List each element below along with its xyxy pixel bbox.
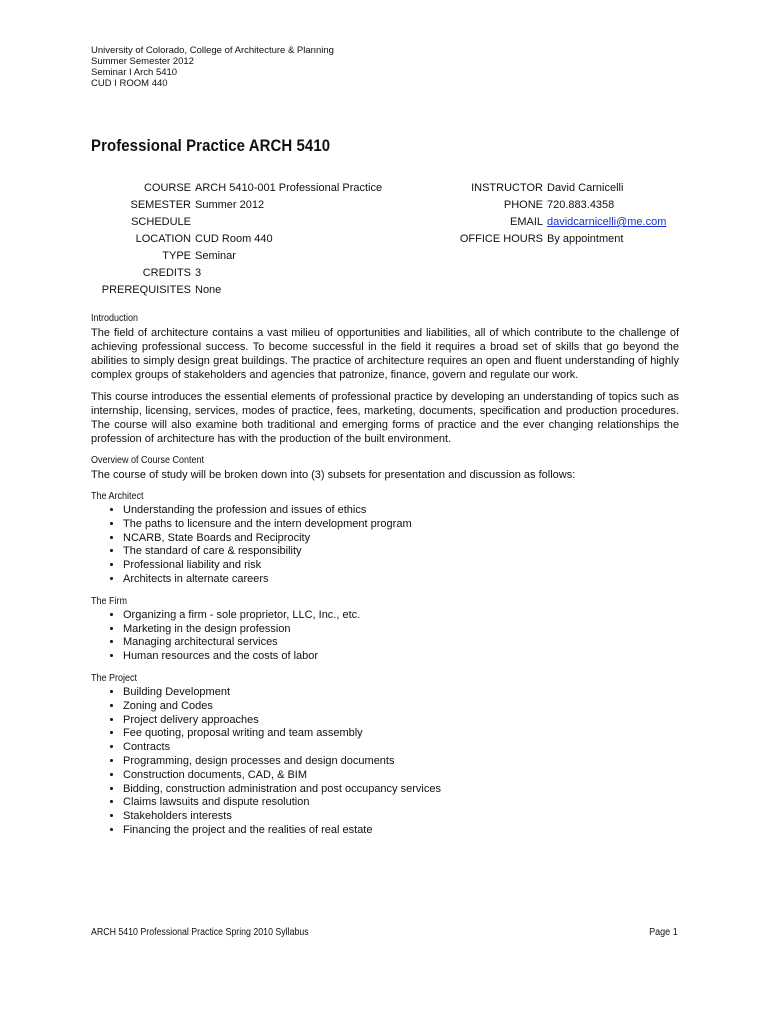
section-heading-project: The Project xyxy=(91,672,138,684)
list-item: • Professional liability and risk xyxy=(123,559,679,573)
syllabus-body xyxy=(91,312,679,846)
course-info-row xyxy=(91,282,421,299)
header-line-seminar: Seminar I Arch 5410 xyxy=(91,67,178,78)
list-item: • Managing architectural services xyxy=(123,636,679,650)
footer-title: ARCH 5410 Professional Practice Spring 2010 Syllabus xyxy=(91,927,309,938)
list-item: • Organizing a firm - sole proprietor, LLC, Inc., etc. xyxy=(123,609,679,623)
list-item: • Marketing in the design profession xyxy=(123,623,679,637)
list-item: • Programming, design processes and design documents xyxy=(123,755,679,769)
type-value: Seminar xyxy=(195,250,236,262)
list-item: • Architects in alternate careers xyxy=(123,573,679,587)
credits-label: CREDITS xyxy=(142,267,191,279)
list-item: • Human resources and the costs of labor xyxy=(123,650,679,664)
course-info-row xyxy=(91,265,421,282)
introduction-paragraph-1: The field of architecture contains a vast milieu of opportunities and liabilities, all of which contribute to the challenge of achieving professional success. To become successful in the field it requires a broad set of skills that go beyond the abilities to simply design great buildings. The practice of architecture requires an open and fluent understanding of highly complex groups of stakeholders and agencies that patronize, finance, govern and regulate our work. xyxy=(91,327,679,381)
course-info-row xyxy=(91,180,421,197)
list-item: • Financing the project and the realities of real estate xyxy=(123,824,679,838)
semester-value: Summer 2012 xyxy=(195,199,265,211)
phone-value: 720.883.4358 xyxy=(547,199,615,211)
course-info-row xyxy=(91,231,421,248)
office-hours-label: OFFICE HOURS xyxy=(459,233,543,245)
section-heading-firm: The Firm xyxy=(91,595,127,607)
list-item: • Understanding the profession and issues of ethics xyxy=(123,504,679,518)
email-link[interactable]: davidcarnicelli@me.com xyxy=(547,216,667,228)
list-item: • Zoning and Codes xyxy=(123,700,679,714)
list-item: • Contracts xyxy=(123,741,679,755)
email-label: EMAIL xyxy=(509,216,543,228)
list-item: • Project delivery approaches xyxy=(123,714,679,728)
course-info-table xyxy=(91,180,421,299)
overview-heading: Overview of Course Content xyxy=(91,455,205,466)
header-line-semester: Summer Semester 2012 xyxy=(91,56,194,67)
introduction-heading: Introduction xyxy=(91,313,139,324)
header-line-university: University of Colorado, College of Architecture & Planning xyxy=(91,45,334,56)
page-number: Page 1 xyxy=(649,927,678,938)
prerequisites-label: PREREQUISITES xyxy=(101,284,191,296)
instructor-info-row xyxy=(430,180,690,197)
list-item: • Claims lawsuits and dispute resolution xyxy=(123,796,679,810)
credits-value: 3 xyxy=(195,267,202,279)
semester-label: SEMESTER xyxy=(130,199,191,211)
header-line-room: CUD I ROOM 440 xyxy=(91,78,168,89)
instructor-value: David Carnicelli xyxy=(547,182,624,194)
phone-label: PHONE xyxy=(503,199,543,211)
list-item: • Construction documents, CAD, & BIM xyxy=(123,769,679,783)
location-label: LOCATION xyxy=(135,233,191,245)
document-header xyxy=(91,45,334,89)
course-info-row xyxy=(91,248,421,265)
list-item: • NCARB, State Boards and Reciprocity xyxy=(123,532,679,546)
list-item: • Fee quoting, proposal writing and team assembly xyxy=(123,727,679,741)
course-value: ARCH 5410-001 Professional Practice xyxy=(195,182,383,194)
project-topic-list xyxy=(91,686,679,838)
course-label: COURSE xyxy=(143,182,191,194)
list-item: • Stakeholders interests xyxy=(123,810,679,824)
office-hours-value: By appointment xyxy=(547,233,624,245)
list-item: • The standard of care & responsibility xyxy=(123,545,679,559)
architect-topic-list xyxy=(91,504,679,587)
course-info-row xyxy=(91,197,421,214)
location-value: CUD Room 440 xyxy=(195,233,273,245)
list-item: • Building Development xyxy=(123,686,679,700)
firm-topic-list xyxy=(91,609,679,664)
instructor-info-table xyxy=(430,180,690,248)
instructor-label: INSTRUCTOR xyxy=(471,182,543,194)
instructor-info-row xyxy=(430,214,690,231)
schedule-label: SCHEDULE xyxy=(131,216,191,228)
course-info-row xyxy=(91,214,421,231)
list-item: • The paths to licensure and the intern development program xyxy=(123,518,679,532)
prerequisites-value: None xyxy=(195,284,222,296)
instructor-info-row xyxy=(430,197,690,214)
instructor-info-row xyxy=(430,231,690,248)
type-label: TYPE xyxy=(162,250,191,262)
section-heading-architect: The Architect xyxy=(91,491,144,502)
page-title: Professional Practice ARCH 5410 xyxy=(91,136,331,155)
overview-text: The course of study will be broken down into (3) subsets for presentation and discussion as follows: xyxy=(91,469,576,481)
introduction-paragraph-2: This course introduces the essential elements of professional practice by developing an understanding of topics such as internship, licensing, services, modes of practice, fees, marketing, documents, specification and production procedures. The course will also examine both traditional and emerging forms of practice and the ever changing relationships the profession of architecture has with the production of the built environment. xyxy=(91,391,679,445)
list-item: • Bidding, construction administration and post occupancy services xyxy=(123,783,679,797)
